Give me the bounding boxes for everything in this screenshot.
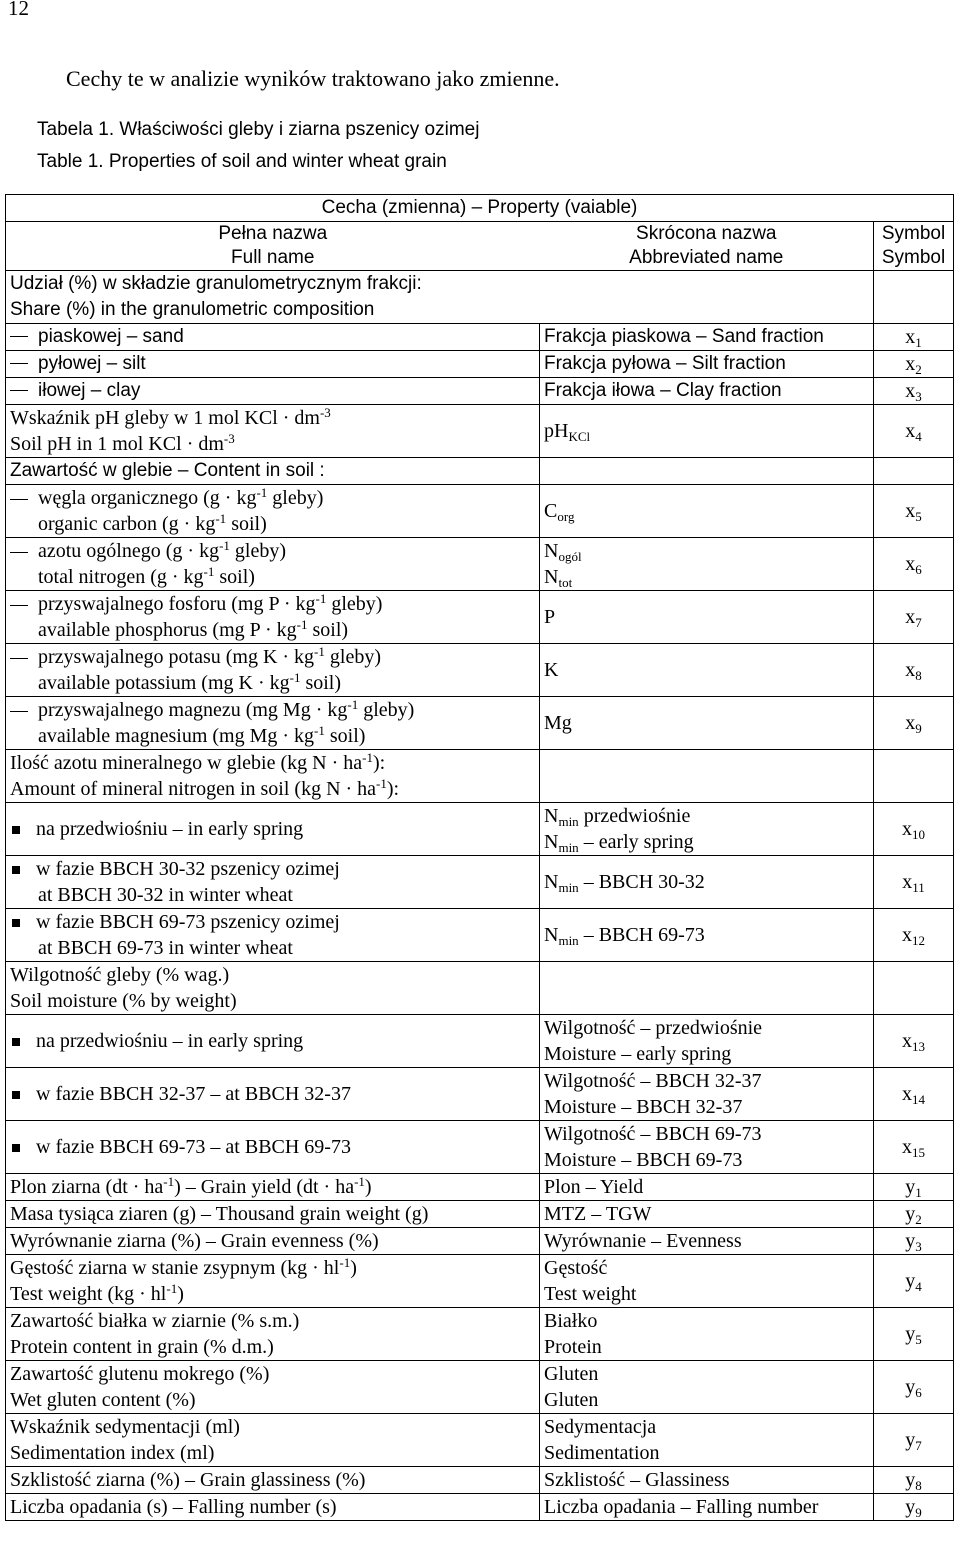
- symbol: $y_9$: [874, 1494, 954, 1521]
- abbreviated-name: Wilgotność – BBCH 69-73 Moisture – BBCH 69-73: [540, 1121, 874, 1174]
- symbol: $x_5$: [874, 485, 954, 538]
- properties-table: [5, 194, 954, 1521]
- header-abbreviated-name: Skrócona nazwa Abbreviated name: [540, 222, 874, 271]
- table-row: [6, 1361, 954, 1414]
- table-row: przyswajalnego magnezu (mg $Mg \cdot kg^{-1}$ gleby) available magnesium (mg $Mg \cdot kg^{-1}$ soil) Mg $x_9$: [6, 697, 954, 750]
- symbol: $x_{11}$: [874, 856, 954, 909]
- symbol: $x_4$: [874, 405, 954, 458]
- full-name: pyłowej – silt: [38, 353, 146, 374]
- abbreviated-name: Frakcja iłowa – Clay fraction: [540, 378, 874, 405]
- table-row: [6, 1255, 954, 1308]
- full-name: w fazie BBCH 69-73 – at BBCH 69-73: [36, 1136, 351, 1158]
- section-granulometric: Udział (%) w składzie granulometrycznym frakcji: Share (%) in the granulometric composition: [6, 271, 874, 324]
- section-soil-content: Zawartość w glebie – Content in soil :: [6, 458, 540, 485]
- abbreviated-name: Wilgotność – BBCH 32-37 Moisture – BBCH 32-37: [540, 1068, 874, 1121]
- symbol: $x_7$: [874, 591, 954, 644]
- full-name: piaskowej – sand: [38, 326, 184, 347]
- symbol: $x_{15}$: [874, 1121, 954, 1174]
- table-row: azotu ogólnego ($g \cdot kg^{-1}$ gleby) total nitrogen ($g \cdot kg^{-1}$ soil) $N_{ogól}$ $N_{tot}$ $x_6$: [6, 538, 954, 591]
- symbol: $y_5$: [874, 1308, 954, 1361]
- table-row: w fazie BBCH 30-32 pszenicy ozimej at BBCH 30-32 in winter wheat $N_{min}$ – BBCH 30-32 $x_{11}$: [6, 856, 954, 909]
- abbreviated-name: Szklistość – Glassiness: [540, 1467, 874, 1494]
- full-name: w fazie BBCH 32-37 – at BBCH 32-37: [36, 1083, 351, 1105]
- dash-marker: [10, 711, 28, 712]
- symbol: $x_3$: [874, 378, 954, 405]
- table-row: [6, 271, 954, 324]
- table-row: [6, 1174, 954, 1201]
- header-property-group: Cecha (zmienna) – Property (vaiable): [6, 195, 954, 222]
- header-full-name: Pełna nazwa Full name: [6, 222, 540, 271]
- table-row: [6, 1121, 954, 1174]
- dash-marker: [10, 605, 28, 606]
- symbol: $y_6$: [874, 1361, 954, 1414]
- abbreviated-name: $C_{org}$: [540, 485, 874, 538]
- table-caption-pl: Tabela 1. Właściwości gleby i ziarna pszenicy ozimej: [37, 119, 480, 140]
- full-name: Zawartość białka w ziarnie (% s.m.) Protein content in grain (% d.m.): [6, 1308, 540, 1361]
- symbol: $x_{12}$: [874, 909, 954, 962]
- table-row: [6, 803, 954, 856]
- table-row: [6, 351, 954, 378]
- table-row: [6, 458, 954, 485]
- page-number: 12: [8, 0, 29, 20]
- dash-marker: [10, 336, 28, 337]
- dash-marker: [10, 390, 28, 391]
- abbreviated-name: $N_{min}$ – BBCH 69-73: [540, 909, 874, 962]
- symbol: $x_9$: [874, 697, 954, 750]
- full-name: Szklistość ziarna (%) – Grain glassiness (%): [6, 1467, 540, 1494]
- symbol: $y_7$: [874, 1414, 954, 1467]
- full-name: Wskaźnik pH gleby w 1 mol KCl · $dm^{-3}$ Soil pH in 1 mol KCl · $dm^{-3}$: [6, 405, 540, 458]
- header-symbol: Symbol Symbol: [874, 222, 954, 271]
- table-header-row: [6, 195, 954, 222]
- dash-marker: [10, 499, 28, 500]
- section-mineral-nitrogen: Ilość azotu mineralnego w glebie (kg $N \cdot ha^{-1}$): Amount of mineral nitrogen in soil (kg $N \cdot ha^{-1}$):: [6, 750, 540, 803]
- full-name: iłowej – clay: [38, 380, 141, 401]
- table-row: przyswajalnego fosforu (mg $P \cdot kg^{-1}$ gleby) available phosphorus (mg $P \cdot kg^{-1}$ soil) P $x_7$: [6, 591, 954, 644]
- table-row: przyswajalnego potasu (mg $K \cdot kg^{-1}$ gleby) available potassium (mg $K \cdot kg^{-1}$ soil) K $x_8$: [6, 644, 954, 697]
- symbol: $x_{10}$: [874, 803, 954, 856]
- symbol: $y_3$: [874, 1228, 954, 1255]
- abbreviated-name: Sedymentacja Sedimentation: [540, 1414, 874, 1467]
- table-row: [6, 1068, 954, 1121]
- abbreviated-name: Gęstość Test weight: [540, 1255, 874, 1308]
- table-row: [6, 378, 954, 405]
- abbreviated-name: $N_{min}$ przedwiośnie $N_{min}$ – early spring: [540, 803, 874, 856]
- dash-marker: [10, 363, 28, 364]
- table-row: [6, 405, 954, 458]
- full-name: Wskaźnik sedymentacji (ml) Sedimentation index (ml): [6, 1414, 540, 1467]
- table-row: [6, 1228, 954, 1255]
- symbol: $x_{13}$: [874, 1015, 954, 1068]
- dash-marker: [10, 552, 28, 553]
- full-name: Liczba opadania (s) – Falling number (s): [6, 1494, 540, 1521]
- table-caption-en: Table 1. Properties of soil and winter wheat grain: [37, 151, 447, 172]
- full-name: Zawartość glutenu mokrego (%) Wet gluten content (%): [6, 1361, 540, 1414]
- table-row: [6, 1494, 954, 1521]
- symbol: $x_{14}$: [874, 1068, 954, 1121]
- abbreviated-name: Frakcja piaskowa – Sand fraction: [540, 324, 874, 351]
- bullet-marker: [12, 866, 20, 874]
- abbreviated-name: K: [540, 644, 874, 697]
- abbreviated-name: Liczba opadania – Falling number: [540, 1494, 874, 1521]
- full-name: Plon ziarna $(dt \cdot ha^{-1})$ – Grain yield $(dt \cdot ha^{-1})$: [6, 1174, 540, 1201]
- symbol: $x_6$: [874, 538, 954, 591]
- symbol: $x_1$: [874, 324, 954, 351]
- table-header-row: [6, 222, 954, 271]
- bullet-marker: [12, 919, 20, 927]
- table-row: [6, 324, 954, 351]
- abbreviated-name: $N_{min}$ – BBCH 30-32: [540, 856, 874, 909]
- abbreviated-name: $pH_{KCl}$: [540, 405, 874, 458]
- table-row: [6, 1308, 954, 1361]
- symbol: $y_2$: [874, 1201, 954, 1228]
- abbreviated-name: Wilgotność – przedwiośnie Moisture – early spring: [540, 1015, 874, 1068]
- abbreviated-name: MTZ – TGW: [540, 1201, 874, 1228]
- symbol: $x_2$: [874, 351, 954, 378]
- full-name: Masa tysiąca ziaren (g) – Thousand grain weight (g): [6, 1201, 540, 1228]
- abbreviated-name: Mg: [540, 697, 874, 750]
- section-soil-moisture: Wilgotność gleby (% wag.) Soil moisture (% by weight): [6, 962, 540, 1015]
- abbreviated-name: Białko Protein: [540, 1308, 874, 1361]
- abbreviated-name: Gluten Gluten: [540, 1361, 874, 1414]
- full-name: Wyrównanie ziarna (%) – Grain evenness (%): [6, 1228, 540, 1255]
- bullet-marker: [12, 826, 20, 834]
- table-row: [6, 962, 954, 1015]
- abbreviated-name: Plon – Yield: [540, 1174, 874, 1201]
- table-row: [6, 1414, 954, 1467]
- symbol: $y_8$: [874, 1467, 954, 1494]
- abbreviated-name: P: [540, 591, 874, 644]
- symbol: $y_4$: [874, 1255, 954, 1308]
- table-row: węgla organicznego ($g \cdot kg^{-1}$ gleby) organic carbon ($g \cdot kg^{-1}$ soil) $C_{org}$ $x_5$: [6, 485, 954, 538]
- table-row: [6, 1467, 954, 1494]
- symbol: $x_8$: [874, 644, 954, 697]
- full-name: na przedwiośniu – in early spring: [36, 818, 304, 840]
- abbreviated-name: Frakcja pyłowa – Silt fraction: [540, 351, 874, 378]
- bullet-marker: [12, 1091, 20, 1099]
- bullet-marker: [12, 1144, 20, 1152]
- symbol: $y_1$: [874, 1174, 954, 1201]
- table-row: [6, 750, 954, 803]
- intro-text: Cechy te w analizie wyników traktowano jako zmienne.: [66, 66, 560, 91]
- table-row: w fazie BBCH 69-73 pszenicy ozimej at BBCH 69-73 in winter wheat $N_{min}$ – BBCH 69-73 $x_{12}$: [6, 909, 954, 962]
- bullet-marker: [12, 1038, 20, 1046]
- table-row: [6, 1201, 954, 1228]
- table-row: [6, 1015, 954, 1068]
- dash-marker: [10, 658, 28, 659]
- full-name: Gęstość ziarna w stanie zsypnym $(kg \cdot hl^{-1})$ Test weight $(kg \cdot hl^{-1})$: [6, 1255, 540, 1308]
- abbreviated-name: $N_{ogól}$ $N_{tot}$: [540, 538, 874, 591]
- full-name: na przedwiośniu – in early spring: [36, 1030, 304, 1052]
- abbreviated-name: Wyrównanie – Evenness: [540, 1228, 874, 1255]
